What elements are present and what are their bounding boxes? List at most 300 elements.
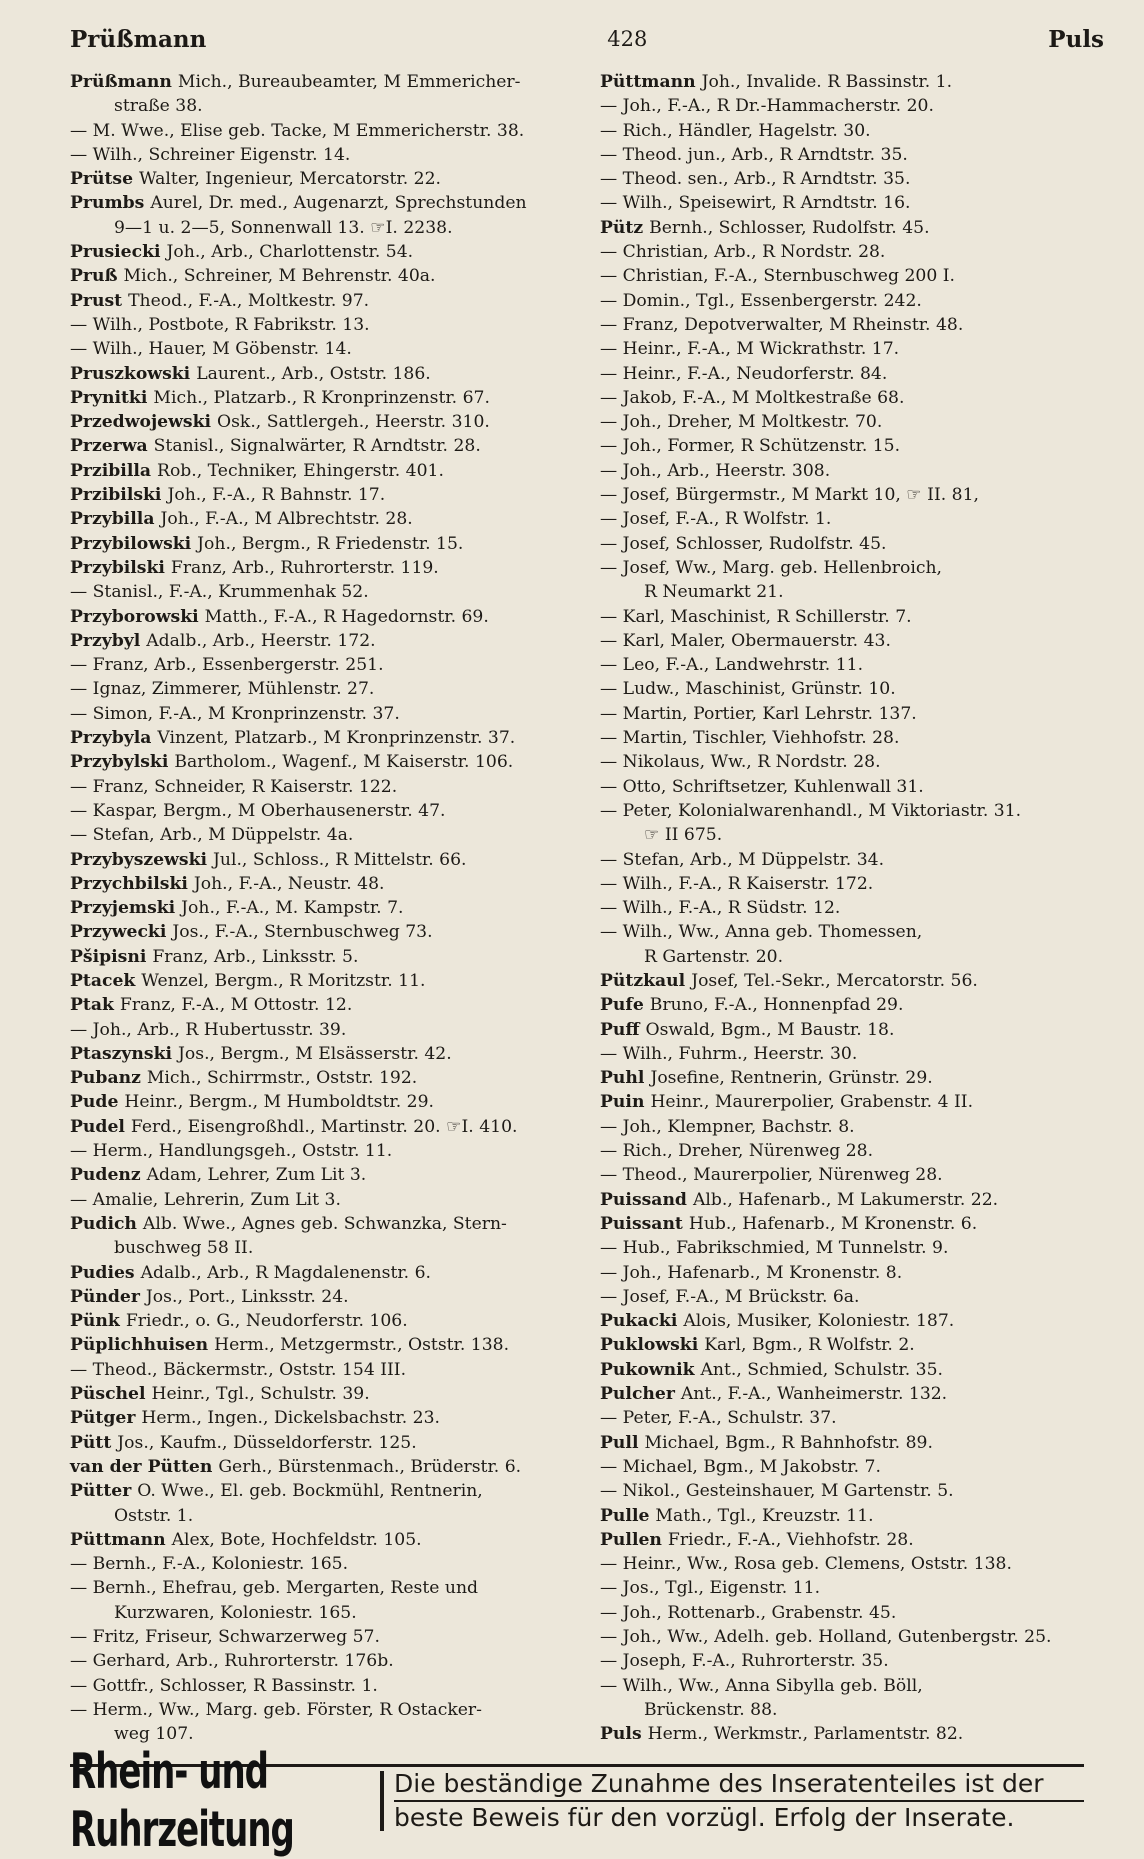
entry-line: — Christian, F.-A., Sternbuschweg 200 I. [600,266,955,287]
advertisement-slogan [394,1767,1084,1835]
directory-entry [70,1042,590,1066]
directory-entry [600,1504,1120,1528]
directory-entry [600,459,1120,483]
entry-line: Przybyl Adalb., Arb., Heerstr. 172. [70,630,376,651]
directory-entry [600,1358,1120,1382]
directory-entry [70,1212,590,1261]
directory-entry [600,1479,1120,1503]
directory-entry [600,993,1120,1017]
entry-surname: Przybyl [70,630,147,651]
directory-entry [600,410,1120,434]
entry-surname: Pukacki [600,1311,684,1332]
directory-entry [600,799,1120,848]
directory-entry [600,1163,1120,1187]
entry-surname: Przedwojewski [70,412,218,433]
entry-surname: Przybyla [70,728,158,749]
directory-entry [70,1528,590,1552]
directory-entry [70,1261,590,1285]
entry-line: — Jos., Tgl., Eigenstr. 11. [600,1578,821,1599]
page-header [70,22,1104,56]
directory-entry [600,1212,1120,1236]
entry-surname: Przibilski [70,485,168,506]
entry-line: Ptaszynski Jos., Bergm., M Elsässerstr. 42. [70,1043,452,1064]
entry-surname: Puhl [600,1068,651,1089]
entry-line: — Wilh., Ww., Anna Sibylla geb. Böll, [600,1675,923,1696]
directory-entry [600,848,1120,872]
entry-line: — Simon, F.-A., M Kronprinzenstr. 37. [70,703,400,724]
entry-line: — Bernh., F.-A., Koloniestr. 165. [70,1554,349,1575]
entry-line: — Wilh., Speisewirt, R Arndtstr. 16. [600,193,911,214]
entry-line: Pudies Adalb., Arb., R Magdalenenstr. 6. [70,1262,432,1283]
entry-surname: Puff [600,1019,646,1040]
directory-entry [70,629,590,653]
directory-entry [600,216,1120,240]
directory-entry [70,1333,590,1357]
directory-entry [70,1309,590,1333]
newspaper-logo: Rhein- und Ruhrzeitung [70,1743,294,1859]
entry-line: — Wilh., Postbote, R Fabrikstr. 13. [70,314,370,335]
directory-entry [70,70,590,119]
entry-line: — Jakob, F.-A., M Moltkestraße 68. [600,387,905,408]
directory-entry [70,362,590,386]
directory-entry [600,94,1120,118]
directory-entry [600,1090,1120,1114]
entry-line: — Gottfr., Schlosser, R Bassinstr. 1. [70,1675,378,1696]
directory-entry [600,1261,1120,1285]
directory-entry [600,1722,1120,1746]
entry-line: Przybilla Joh., F.-A., M Albrechtstr. 28. [70,509,413,530]
slogan-line-2: beste Beweis für den vorzügl. Erfolg der Inserate. [394,1803,1015,1832]
entry-line: — Theod., Bäckermstr., Oststr. 154 III. [70,1359,407,1380]
entry-line: — Bernh., Ehefrau, geb. Mergarten, Reste und [70,1578,479,1599]
entry-line: — Joh., Former, R Schützenstr. 15. [600,436,901,457]
entry-line: Puls Herm., Werkmstr., Parlamentstr. 82. [600,1724,964,1745]
entry-line: — Wilh., Hauer, M Göbenstr. 14. [70,339,352,360]
entry-line: Przibilski Joh., F.-A., R Bahnstr. 17. [70,485,386,506]
entry-line: Przyborowski Matth., F.-A., R Hagedornstr. 69. [70,606,489,627]
directory-entry [70,1406,590,1430]
entry-line: Püplichhuisen Herm., Metzgermstr., Oststr. 138. [70,1335,510,1356]
entry-line: — Heinr., Ww., Rosa geb. Clemens, Oststr. 138. [600,1554,1012,1575]
directory-entry [70,1285,590,1309]
directory-entry [70,1479,590,1528]
entry-surname: Pütter [70,1481,138,1502]
entry-surname: Pudenz [70,1165,147,1186]
directory-entry [70,1576,590,1625]
directory-entry [600,969,1120,993]
entry-line: — Stefan, Arb., M Düppelstr. 4a. [70,825,354,846]
entry-surname: Przyjemski [70,898,182,919]
entry-surname: Prusiecki [70,242,167,263]
entry-line: — Josef, Ww., Marg. geb. Hellenbroich, [600,557,942,578]
directory-entry [70,532,590,556]
directory-entry [70,1163,590,1187]
directory-entry [600,1066,1120,1090]
directory-entry [600,1139,1120,1163]
entry-surname: Pünk [70,1311,126,1332]
entry-line: — Franz, Schneider, R Kaiserstr. 122. [70,776,398,797]
directory-entry [70,605,590,629]
entry-line: — Wilh., F.-A., R Kaiserstr. 172. [600,873,874,894]
directory-entry [70,750,590,774]
entry-line: — Martin, Tischler, Viehhofstr. 28. [600,728,900,749]
entry-surname: van der Pütten [70,1456,219,1477]
entry-line: Pünk Friedr., o. G., Neudorferstr. 106. [70,1311,408,1332]
entry-surname: Pünder [70,1286,146,1307]
directory-entry [600,386,1120,410]
entry-line: — Leo, F.-A., Landwehrstr. 11. [600,655,864,676]
directory-entry [600,264,1120,288]
entry-surname: Puls [600,1724,648,1745]
directory-entry [600,1309,1120,1333]
directory-entry [70,1090,590,1114]
entry-surname: Pütt [70,1432,118,1453]
entry-line: — Nikol., Gesteinshauer, M Gartenstr. 5. [600,1481,954,1502]
entry-line: — Fritz, Friseur, Schwarzerweg 57. [70,1627,380,1647]
directory-entry [70,1139,590,1163]
entry-line: — Ignaz, Zimmerer, Mühlenstr. 27. [70,679,375,700]
directory-entry [600,1674,1120,1723]
entry-line: Puin Heinr., Maurerpolier, Grabenstr. 4 II. [600,1092,974,1113]
entry-line: Przychbilski Joh., F.-A., Neustr. 48. [70,873,385,894]
entry-line: — Kaspar, Bergm., M Oberhausenerstr. 47. [70,800,446,821]
entry-line: R Neumarkt 21. [644,582,784,603]
directory-entry [70,167,590,191]
entry-line: Ptak Franz, F.-A., M Ottostr. 12. [70,995,353,1016]
directory-entry [70,1358,590,1382]
entry-line: Pütz Bernh., Schlosser, Rudolfstr. 45. [600,217,930,238]
entry-line: — Joh., Klempner, Bachstr. 8. [600,1116,855,1137]
directory-entry [600,1601,1120,1625]
directory-entry [600,750,1120,774]
directory-entry [600,313,1120,337]
directory-entry [600,191,1120,215]
entry-line: — Domin., Tgl., Essenbergerstr. 242. [600,290,922,311]
entry-line: Pruß Mich., Schreiner, M Behrenstr. 40a. [70,266,436,287]
entry-surname: Pütz [600,217,650,238]
entry-line: — Michael, Bgm., M Jakobstr. 7. [600,1456,881,1477]
entry-surname: Püschel [70,1384,152,1405]
entry-line: — Herm., Ww., Marg. geb. Förster, R Ostacker- [70,1699,482,1720]
entry-surname: Prynitki [70,387,154,408]
entry-line: — M. Wwe., Elise geb. Tacke, M Emmericherstr. 38. [70,120,525,141]
right-column [600,70,1120,1746]
directory-entry [70,775,590,799]
directory-entry [600,726,1120,750]
entry-line: Przybyla Vinzent, Platzarb., M Kronprinzenstr. 37. [70,728,516,749]
entry-line: — Rich., Dreher, Nürenweg 28. [600,1141,874,1162]
entry-surname: Pudies [70,1262,141,1283]
directory-entry [70,799,590,823]
entry-line: — Martin, Portier, Karl Lehrstr. 137. [600,703,917,724]
entry-line: Pull Michael, Bgm., R Bahnhofstr. 89. [600,1432,933,1453]
directory-entry [600,1406,1120,1430]
entry-line: van der Pütten Gerh., Bürstenmach., Brüderstr. 6. [70,1456,522,1477]
entry-line: — Joh., Arb., R Hubertusstr. 39. [70,1019,347,1040]
entry-surname: Przybilowski [70,533,198,554]
entry-line: — Stefan, Arb., M Düppelstr. 34. [600,849,885,870]
directory-entry [70,1649,590,1673]
directory-entry [70,1455,590,1479]
entry-surname: Pull [600,1432,645,1453]
entry-line: — Wilh., F.-A., R Südstr. 12. [600,898,841,919]
entry-surname: Ptaszynski [70,1043,179,1064]
entry-line: — Peter, F.-A., Schulstr. 37. [600,1408,837,1429]
directory-entry [70,872,590,896]
directory-entry [70,483,590,507]
entry-surname: Pukownik [600,1359,701,1380]
entry-line: Pullen Friedr., F.-A., Viehhofstr. 28. [600,1529,914,1550]
entry-surname: Pütger [70,1408,142,1429]
directory-entry [600,605,1120,629]
directory-entry [600,920,1120,969]
entry-line: Prumbs Aurel, Dr. med., Augenarzt, Sprechstunden [70,193,527,214]
entry-surname: Pudich [70,1213,143,1234]
directory-entry [70,993,590,1017]
entry-line: Pütger Herm., Ingen., Dickelsbachstr. 23. [70,1408,440,1429]
directory-entry [600,1382,1120,1406]
directory-entry [600,896,1120,920]
directory-entry [70,459,590,483]
directory-entry [70,191,590,240]
entry-line: Przybilowski Joh., Bergm., R Friedenstr. 15. [70,533,464,554]
directory-entry [600,556,1120,605]
entry-line: buschweg 58 II. [114,1238,254,1259]
entry-surname: Przybylski [70,752,175,773]
entry-line: straße 38. [114,96,203,117]
entry-line: — Josef, Schlosser, Rudolfstr. 45. [600,533,887,554]
directory-entry [70,1018,590,1042]
entry-surname: Pützkaul [600,970,692,991]
entry-line: Pubanz Mich., Schirrmstr., Oststr. 192. [70,1068,418,1089]
entry-line: Prusiecki Joh., Arb., Charlottenstr. 54. [70,242,414,263]
directory-entry [70,920,590,944]
directory-entry [600,1625,1120,1649]
entry-surname: Püttmann [70,1529,172,1550]
directory-entry [600,677,1120,701]
entry-surname: Pudel [70,1116,131,1137]
directory-entry [600,1431,1120,1455]
entry-line: Pruszkowski Laurent., Arb., Oststr. 186. [70,363,431,384]
directory-entry [600,1552,1120,1576]
entry-line: Pütt Jos., Kaufm., Düsseldorferstr. 125. [70,1432,417,1453]
entry-surname: Puin [600,1092,651,1113]
footer-divider [380,1771,384,1831]
directory-entry [600,337,1120,361]
entry-line: Pude Heinr., Bergm., M Humboldtstr. 29. [70,1092,435,1113]
directory-entry [600,1285,1120,1309]
entry-line: — Joh., Ww., Adelh. geb. Holland, Gutenbergstr. 25. [600,1627,1052,1647]
entry-line: Püttmann Alex, Bote, Hochfeldstr. 105. [70,1529,422,1550]
entry-line: — Karl, Maler, Obermauerstr. 43. [600,630,891,651]
entry-line: — Wilh., Fuhrm., Heerstr. 30. [600,1043,858,1064]
directory-entry [70,1674,590,1698]
entry-line: R Gartenstr. 20. [644,946,784,967]
directory-entry [600,775,1120,799]
directory-entry [70,896,590,920]
entry-surname: Przybyszewski [70,849,213,870]
entry-line: — Theod., Maurerpolier, Nürenweg 28. [600,1165,943,1186]
entry-line: Brückenstr. 88. [644,1699,778,1720]
entry-line: Przibilla Rob., Techniker, Ehingerstr. 401. [70,460,444,481]
entry-line: — Amalie, Lehrerin, Zum Lit 3. [70,1189,341,1210]
left-column [70,70,590,1746]
directory-entry [600,1649,1120,1673]
entry-surname: Pruszkowski [70,363,197,384]
entry-surname: Püttmann [600,72,702,92]
directory-entry [600,1455,1120,1479]
entry-line: Pudich Alb. Wwe., Agnes geb. Schwanzka, Stern- [70,1213,507,1234]
entry-line: Ptacek Wenzel, Bergm., R Moritzstr. 11. [70,970,426,991]
directory-entry [70,143,590,167]
entry-line: Pütter O. Wwe., El. geb. Bockmühl, Rentnerin, [70,1481,483,1502]
directory-entry [70,240,590,264]
directory-entry [70,1431,590,1455]
directory-entry [70,434,590,458]
entry-surname: Pulle [600,1505,656,1526]
entry-line: — Franz, Depotverwalter, M Rheinstr. 48. [600,314,964,335]
directory-entry [600,70,1120,94]
directory-entry [70,1188,590,1212]
directory-entry [70,1698,590,1747]
entry-surname: Puissant [600,1213,689,1234]
entry-line: Oststr. 1. [114,1505,194,1526]
entry-line: Przedwojewski Osk., Sattlergeh., Heerstr. 310. [70,412,490,433]
entry-line: Prust Theod., F.-A., Moltkestr. 97. [70,290,370,311]
entry-line: — Hub., Fabrikschmied, M Tunnelstr. 9. [600,1238,949,1259]
directory-entry [70,289,590,313]
entry-line: Przybilski Franz, Arb., Ruhrorterstr. 119. [70,557,439,578]
entry-line: — Josef, F.-A., R Wolfstr. 1. [600,509,832,530]
directory-entry [70,580,590,604]
directory-entry [70,1066,590,1090]
advertisement-footer [70,1743,1084,1859]
entry-line: Puhl Josefine, Rentnerin, Grünstr. 29. [600,1068,933,1089]
directory-entry [600,629,1120,653]
directory-entry [70,1625,590,1649]
directory-entry [70,848,590,872]
entry-line: ☞ II 675. [644,825,723,846]
entry-line: Prütse Walter, Ingenieur, Mercatorstr. 22. [70,169,442,190]
entry-line: Puissand Alb., Hafenarb., M Lakumerstr. 22. [600,1189,999,1210]
directory-entry [70,1382,590,1406]
entry-line: — Wilh., Ww., Anna geb. Thomessen, [600,922,923,943]
entry-line: Przyjemski Joh., F.-A., M. Kampstr. 7. [70,898,404,919]
entry-line: Prynitki Mich., Platzarb., R Kronprinzenstr. 67. [70,387,490,408]
directory-entry [600,653,1120,677]
directory-entry [600,362,1120,386]
directory-entry [70,313,590,337]
entry-surname: Przybilla [70,509,161,530]
directory-entry [600,1333,1120,1357]
directory-entry [600,119,1120,143]
header-left-keyword: Prüßmann [70,25,207,53]
directory-entry [600,240,1120,264]
entry-surname: Przychbilski [70,873,194,894]
directory-entry [600,532,1120,556]
entry-line: weg 107. [114,1724,194,1745]
entry-line: — Christian, Arb., R Nordstr. 28. [600,242,886,263]
entry-line: Puklowski Karl, Bgm., R Wolfstr. 2. [600,1335,915,1356]
entry-line: Pufe Bruno, F.-A., Honnenpfad 29. [600,995,904,1016]
directory-entry [600,289,1120,313]
entry-line: — Franz, Arb., Essenbergerstr. 251. [70,655,384,676]
slogan-line-1: Die beständige Zunahme des Inseratenteiles ist der [394,1768,1084,1802]
entry-line: — Heinr., F.-A., Neudorferstr. 84. [600,363,888,384]
directory-entry [600,434,1120,458]
entry-line: — Josef, F.-A., M Brückstr. 6a. [600,1286,860,1307]
entry-line: — Theod. jun., Arb., R Arndtstr. 35. [600,144,908,165]
directory-entry [600,507,1120,531]
entry-line: Pukacki Alois, Musiker, Koloniestr. 187. [600,1311,955,1332]
entry-surname: Przybilski [70,557,171,578]
entry-line: — Heinr., F.-A., M Wickrathstr. 17. [600,339,900,360]
directory-entry [70,410,590,434]
directory-entry [600,143,1120,167]
entry-line: — Joh., Arb., Heerstr. 308. [600,460,831,481]
entry-line: Przerwa Stanisl., Signalwärter, R Arndtstr. 28. [70,436,481,457]
directory-entry [70,677,590,701]
entry-line: Przybylski Bartholom., Wagenf., M Kaiserstr. 106. [70,752,514,773]
entry-surname: Pruß [70,266,124,287]
directory-entry [70,702,590,726]
directory-entry [70,1115,590,1139]
entry-line: — Joh., Hafenarb., M Kronenstr. 8. [600,1262,903,1283]
directory-entry [600,702,1120,726]
entry-line: Pudel Ferd., Eisengroßhdl., Martinstr. 20. ☞I. 410. [70,1116,518,1137]
directory-entry [600,483,1120,507]
directory-entry [70,823,590,847]
directory-entry [600,1115,1120,1139]
entry-line: Kurzwaren, Koloniestr. 165. [114,1602,357,1623]
entry-line: Puissant Hub., Hafenarb., M Kronenstr. 6. [600,1213,978,1234]
directory-entry [70,1552,590,1576]
directory-entry [70,337,590,361]
directory-entry [600,1236,1120,1260]
directory-entry [70,507,590,531]
entry-line: 9—1 u. 2—5, Sonnenwall 13. ☞I. 2238. [114,217,453,238]
entry-line: Pšipisni Franz, Arb., Linksstr. 5. [70,946,359,967]
entry-line: — Stanisl., F.-A., Krummenhak 52. [70,582,369,603]
entry-surname: Ptacek [70,970,142,991]
directory-entry [600,1528,1120,1552]
entry-line: — Otto, Schriftsetzer, Kuhlenwall 31. [600,776,924,797]
entry-line: Pulle Math., Tgl., Kreuzstr. 11. [600,1505,874,1526]
entry-surname: Pude [70,1092,125,1113]
entry-surname: Puklowski [600,1335,705,1356]
directory-entry [600,872,1120,896]
entry-line: — Wilh., Schreiner Eigenstr. 14. [70,144,351,165]
directory-entry [70,653,590,677]
entry-surname: Pšipisni [70,946,153,967]
entry-line: — Theod. sen., Arb., R Arndtstr. 35. [600,169,911,190]
entry-surname: Przerwa [70,436,154,457]
entry-line: Pünder Jos., Port., Linksstr. 24. [70,1286,349,1307]
entry-surname: Püplichhuisen [70,1335,215,1356]
entry-line: Pulcher Ant., F.-A., Wanheimerstr. 132. [600,1384,948,1405]
entry-surname: Prust [70,290,129,311]
entry-line: — Ludw., Maschinist, Grünstr. 10. [600,679,896,700]
entry-surname: Pullen [600,1529,668,1550]
entry-surname: Pulcher [600,1384,681,1405]
entry-line: — Joh., F.-A., R Dr.-Hammacherstr. 20. [600,96,934,117]
entry-surname: Prütse [70,169,140,190]
entry-line: Przybyszewski Jul., Schloss., R Mittelstr. 66. [70,849,467,870]
entry-line: — Rich., Händler, Hagelstr. 30. [600,120,871,141]
entry-line: Pukownik Ant., Schmied, Schulstr. 35. [600,1359,944,1380]
entry-surname: Pufe [600,995,650,1016]
header-right-keyword: Puls [1048,25,1104,53]
